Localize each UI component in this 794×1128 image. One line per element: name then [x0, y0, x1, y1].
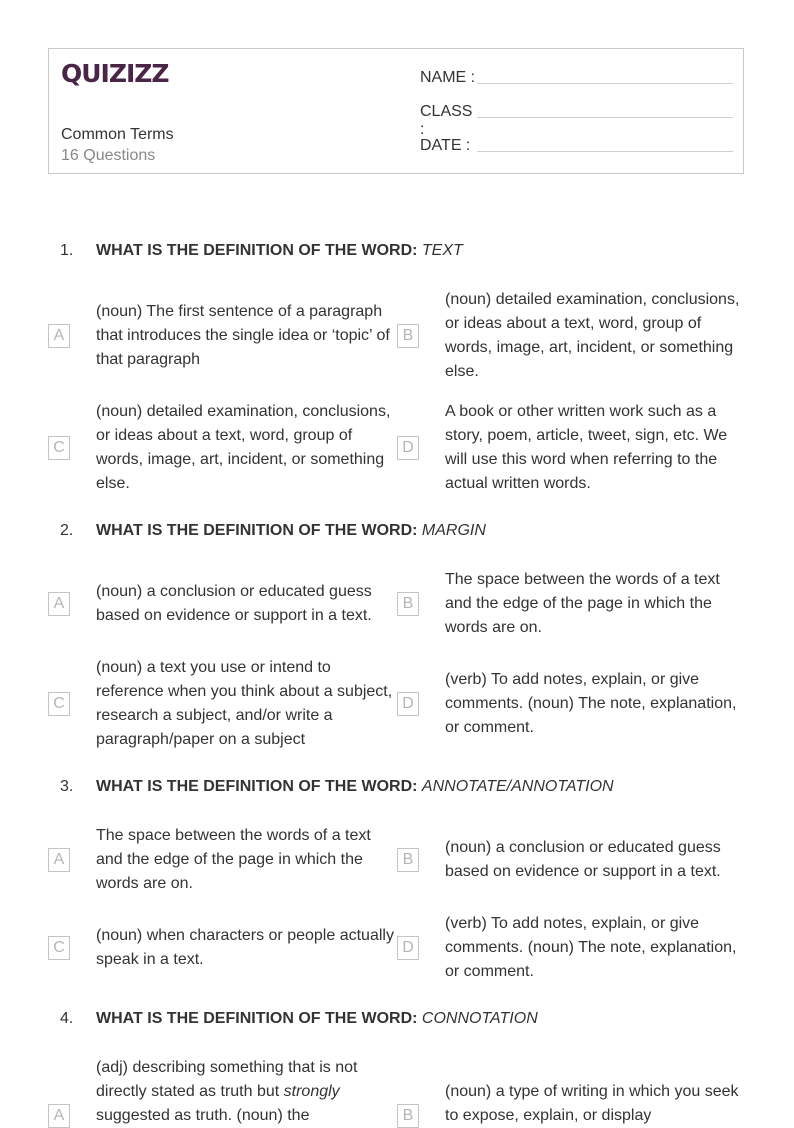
question-number: 2.: [60, 522, 74, 539]
quizizz-logo: QUIZIZZ: [61, 59, 169, 88]
option-text-c: (noun) detailed examination, conclusions, or ideas about a text, word, group of words, image, art, incident, or something else.: [96, 403, 391, 492]
date-field: [420, 137, 478, 155]
option-text-a: [96, 1056, 394, 1128]
option-text-b: The space between the words of a text and the edge of the page in which the words are on.: [445, 571, 720, 636]
option-box-a[interactable]: A: [48, 592, 70, 616]
prompt-term: TEXT: [421, 242, 463, 259]
worksheet-header: [48, 48, 744, 174]
option-text-c: (noun) a text you use or intend to reference when you think about a subject, research a subject, and/or write a paragraph/paper on a subject: [96, 659, 393, 748]
prompt-term: CONNOTATION: [421, 1010, 538, 1027]
worksheet-title: Common Terms: [61, 126, 174, 143]
option-text-a: (noun) a conclusion or educated guess based on evidence or support in a text.: [96, 583, 372, 624]
question-number: 1.: [60, 242, 74, 259]
date-label: DATE :: [420, 137, 471, 154]
option-box-b[interactable]: B: [397, 324, 419, 348]
prompt-text: WHAT IS THE DEFINITION OF THE WORD:: [96, 242, 418, 259]
option-box-b[interactable]: B: [397, 1104, 419, 1128]
option-box-c[interactable]: C: [48, 436, 70, 460]
option-text-d: A book or other written work such as a story, poem, article, tweet, sign, etc. We will use this word when referring to the actual written words.: [445, 403, 728, 492]
question-prompt: [96, 778, 614, 796]
prompt-term: MARGIN: [421, 522, 486, 539]
prompt-text: WHAT IS THE DEFINITION OF THE WORD:: [96, 522, 418, 539]
option-text-a-part1: (adj) describing something that is not directly stated as truth but: [96, 1059, 358, 1100]
name-field: [420, 69, 478, 87]
option-box-a[interactable]: A: [48, 848, 70, 872]
option-box-c[interactable]: C: [48, 692, 70, 716]
class-label: CLASS :: [420, 103, 473, 138]
class-line: [477, 117, 733, 118]
option-text-c: (noun) when characters or people actually speak in a text.: [96, 927, 394, 968]
date-line: [477, 151, 733, 152]
option-box-d[interactable]: D: [397, 692, 419, 716]
prompt-text: WHAT IS THE DEFINITION OF THE WORD:: [96, 1010, 418, 1027]
option-box-a[interactable]: A: [48, 1104, 70, 1128]
option-text-b: (noun) a conclusion or educated guess based on evidence or support in a text.: [445, 839, 721, 880]
option-box-a[interactable]: A: [48, 324, 70, 348]
class-field: [420, 103, 478, 139]
question-number: 3.: [60, 778, 74, 795]
option-box-d[interactable]: D: [397, 436, 419, 460]
option-text-a-emphasis: strongly: [283, 1083, 340, 1100]
name-label: NAME :: [420, 69, 476, 86]
option-text-a-part3: suggested as truth. (noun) the: [96, 1107, 310, 1124]
option-text-a: The space between the words of a text and the edge of the page in which the words are on.: [96, 827, 371, 892]
option-text-d: (verb) To add notes, explain, or give comments. (noun) The note, explanation, or comment.: [445, 915, 737, 980]
name-line: [477, 83, 733, 84]
question-number: 4.: [60, 1010, 74, 1027]
option-box-d[interactable]: D: [397, 936, 419, 960]
option-text-b: (noun) detailed examination, conclusions, or ideas about a text, word, group of words, image, art, incident, or something else.: [445, 291, 740, 380]
question-prompt: [96, 1010, 538, 1028]
question-count: 16 Questions: [61, 147, 156, 164]
prompt-text: WHAT IS THE DEFINITION OF THE WORD:: [96, 778, 418, 795]
option-text-d: (verb) To add notes, explain, or give comments. (noun) The note, explanation, or comment.: [445, 671, 737, 736]
prompt-term: ANNOTATE/ANNOTATION: [421, 778, 614, 795]
question-prompt: [96, 522, 486, 540]
question-prompt: [96, 242, 463, 260]
option-box-b[interactable]: B: [397, 848, 419, 872]
option-box-b[interactable]: B: [397, 592, 419, 616]
option-box-c[interactable]: C: [48, 936, 70, 960]
option-text-b: (noun) a type of writing in which you seek to expose, explain, or display: [445, 1083, 739, 1124]
option-text-a: (noun) The first sentence of a paragraph that introduces the single idea or ‘topic’ of that paragraph: [96, 303, 390, 368]
